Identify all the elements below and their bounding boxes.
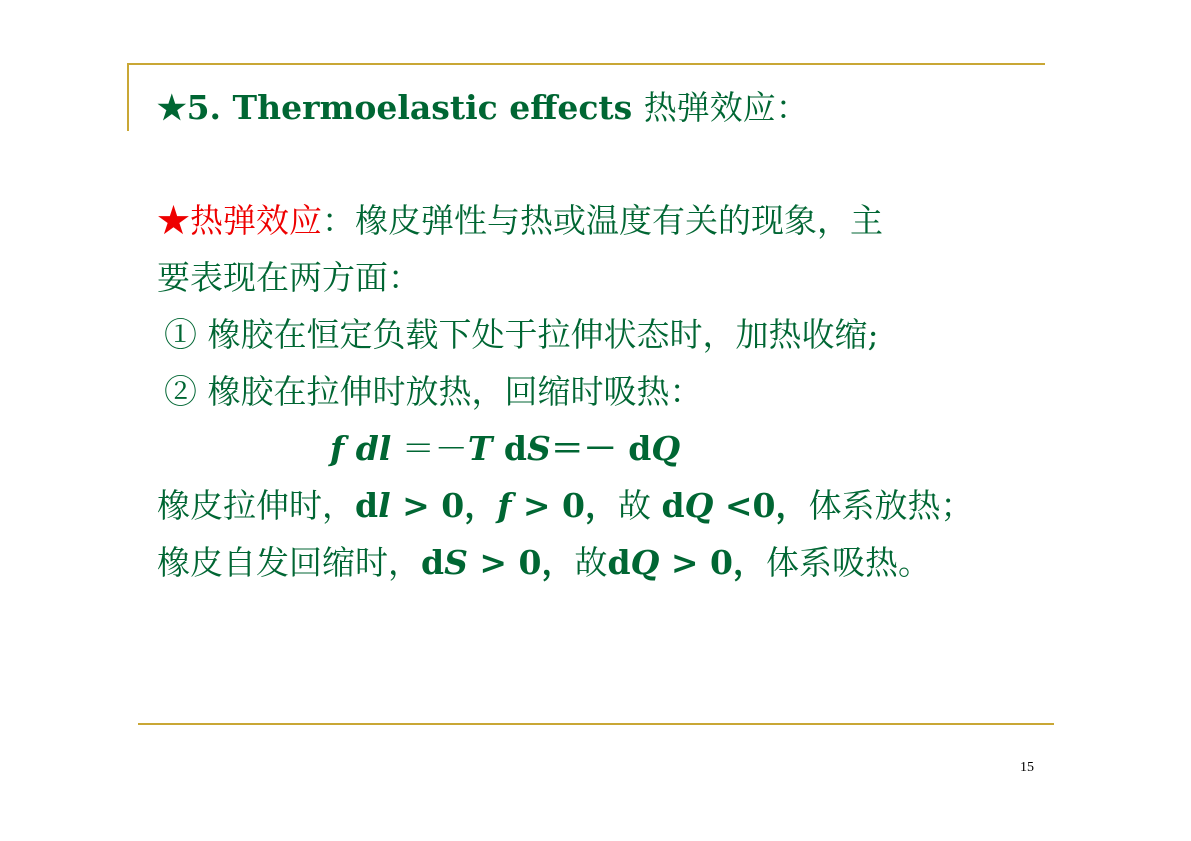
formula-T: T [467,429,493,468]
definition-term: 热弹效应 [190,201,322,240]
stretch-lt0: <0， [713,486,809,525]
formula-eq2: ＝－ d [550,429,652,468]
point-1: ① 橡胶在恒定负载下处于拉伸状态时，加热收缩; [164,315,879,354]
retract-conclusion: 体系吸热。 [765,543,931,582]
left-rule [127,63,129,131]
retract-therefore: 故 [574,543,608,582]
formula [330,427,680,471]
stretch-gt0-1: > 0， [390,486,498,525]
definition-line-1 [157,199,883,243]
stretch-text-a: 橡皮拉伸时， [157,486,355,525]
stretch-f: f [497,486,512,525]
stretch-therefore: 故 [618,486,662,525]
bottom-rule [138,723,1054,725]
retract-d: d [421,543,445,582]
retract-line [157,541,931,585]
retract-S: S [444,543,468,582]
stretch-gt0-2: > 0， [511,486,619,525]
point-2: ② 橡胶在拉伸时放热，回缩时吸热： [164,372,703,411]
star-icon: ★ [157,201,190,240]
stretch-conclusion: 体系放热； [808,486,974,525]
top-rule [127,63,1045,65]
retract-gt0-1: > 0， [467,543,575,582]
formula-dl: dl [344,429,392,468]
definition-line-2: 要表现在两方面： [157,258,421,297]
retract-dQ-Q: Q [630,543,660,582]
page-number: 15 [1020,760,1034,775]
retract-text-a: 橡皮自发回缩时， [157,543,421,582]
star-icon: ★ [157,88,187,127]
retract-gt0-2: > 0， [659,543,766,582]
stretch-d: d [355,486,379,525]
retract-dQ-d: d [607,543,631,582]
stretch-dQ-Q: Q [684,486,714,525]
formula-Q: Q [651,429,681,468]
formula-S: S [526,429,551,468]
slide-title [157,86,809,130]
title-chinese: 热弹效应： [643,88,809,127]
formula-d: d [492,429,527,468]
stretch-line [157,484,973,528]
definition-text: ：橡皮弹性与热或温度有关的现象，主 [322,201,883,240]
formula-eq1: ＝－ [391,429,468,468]
title-text: 5. Thermoelastic effects [186,88,644,127]
formula-f: f [330,429,345,468]
stretch-dQ-d: d [661,486,685,525]
stretch-l: l [378,486,391,525]
